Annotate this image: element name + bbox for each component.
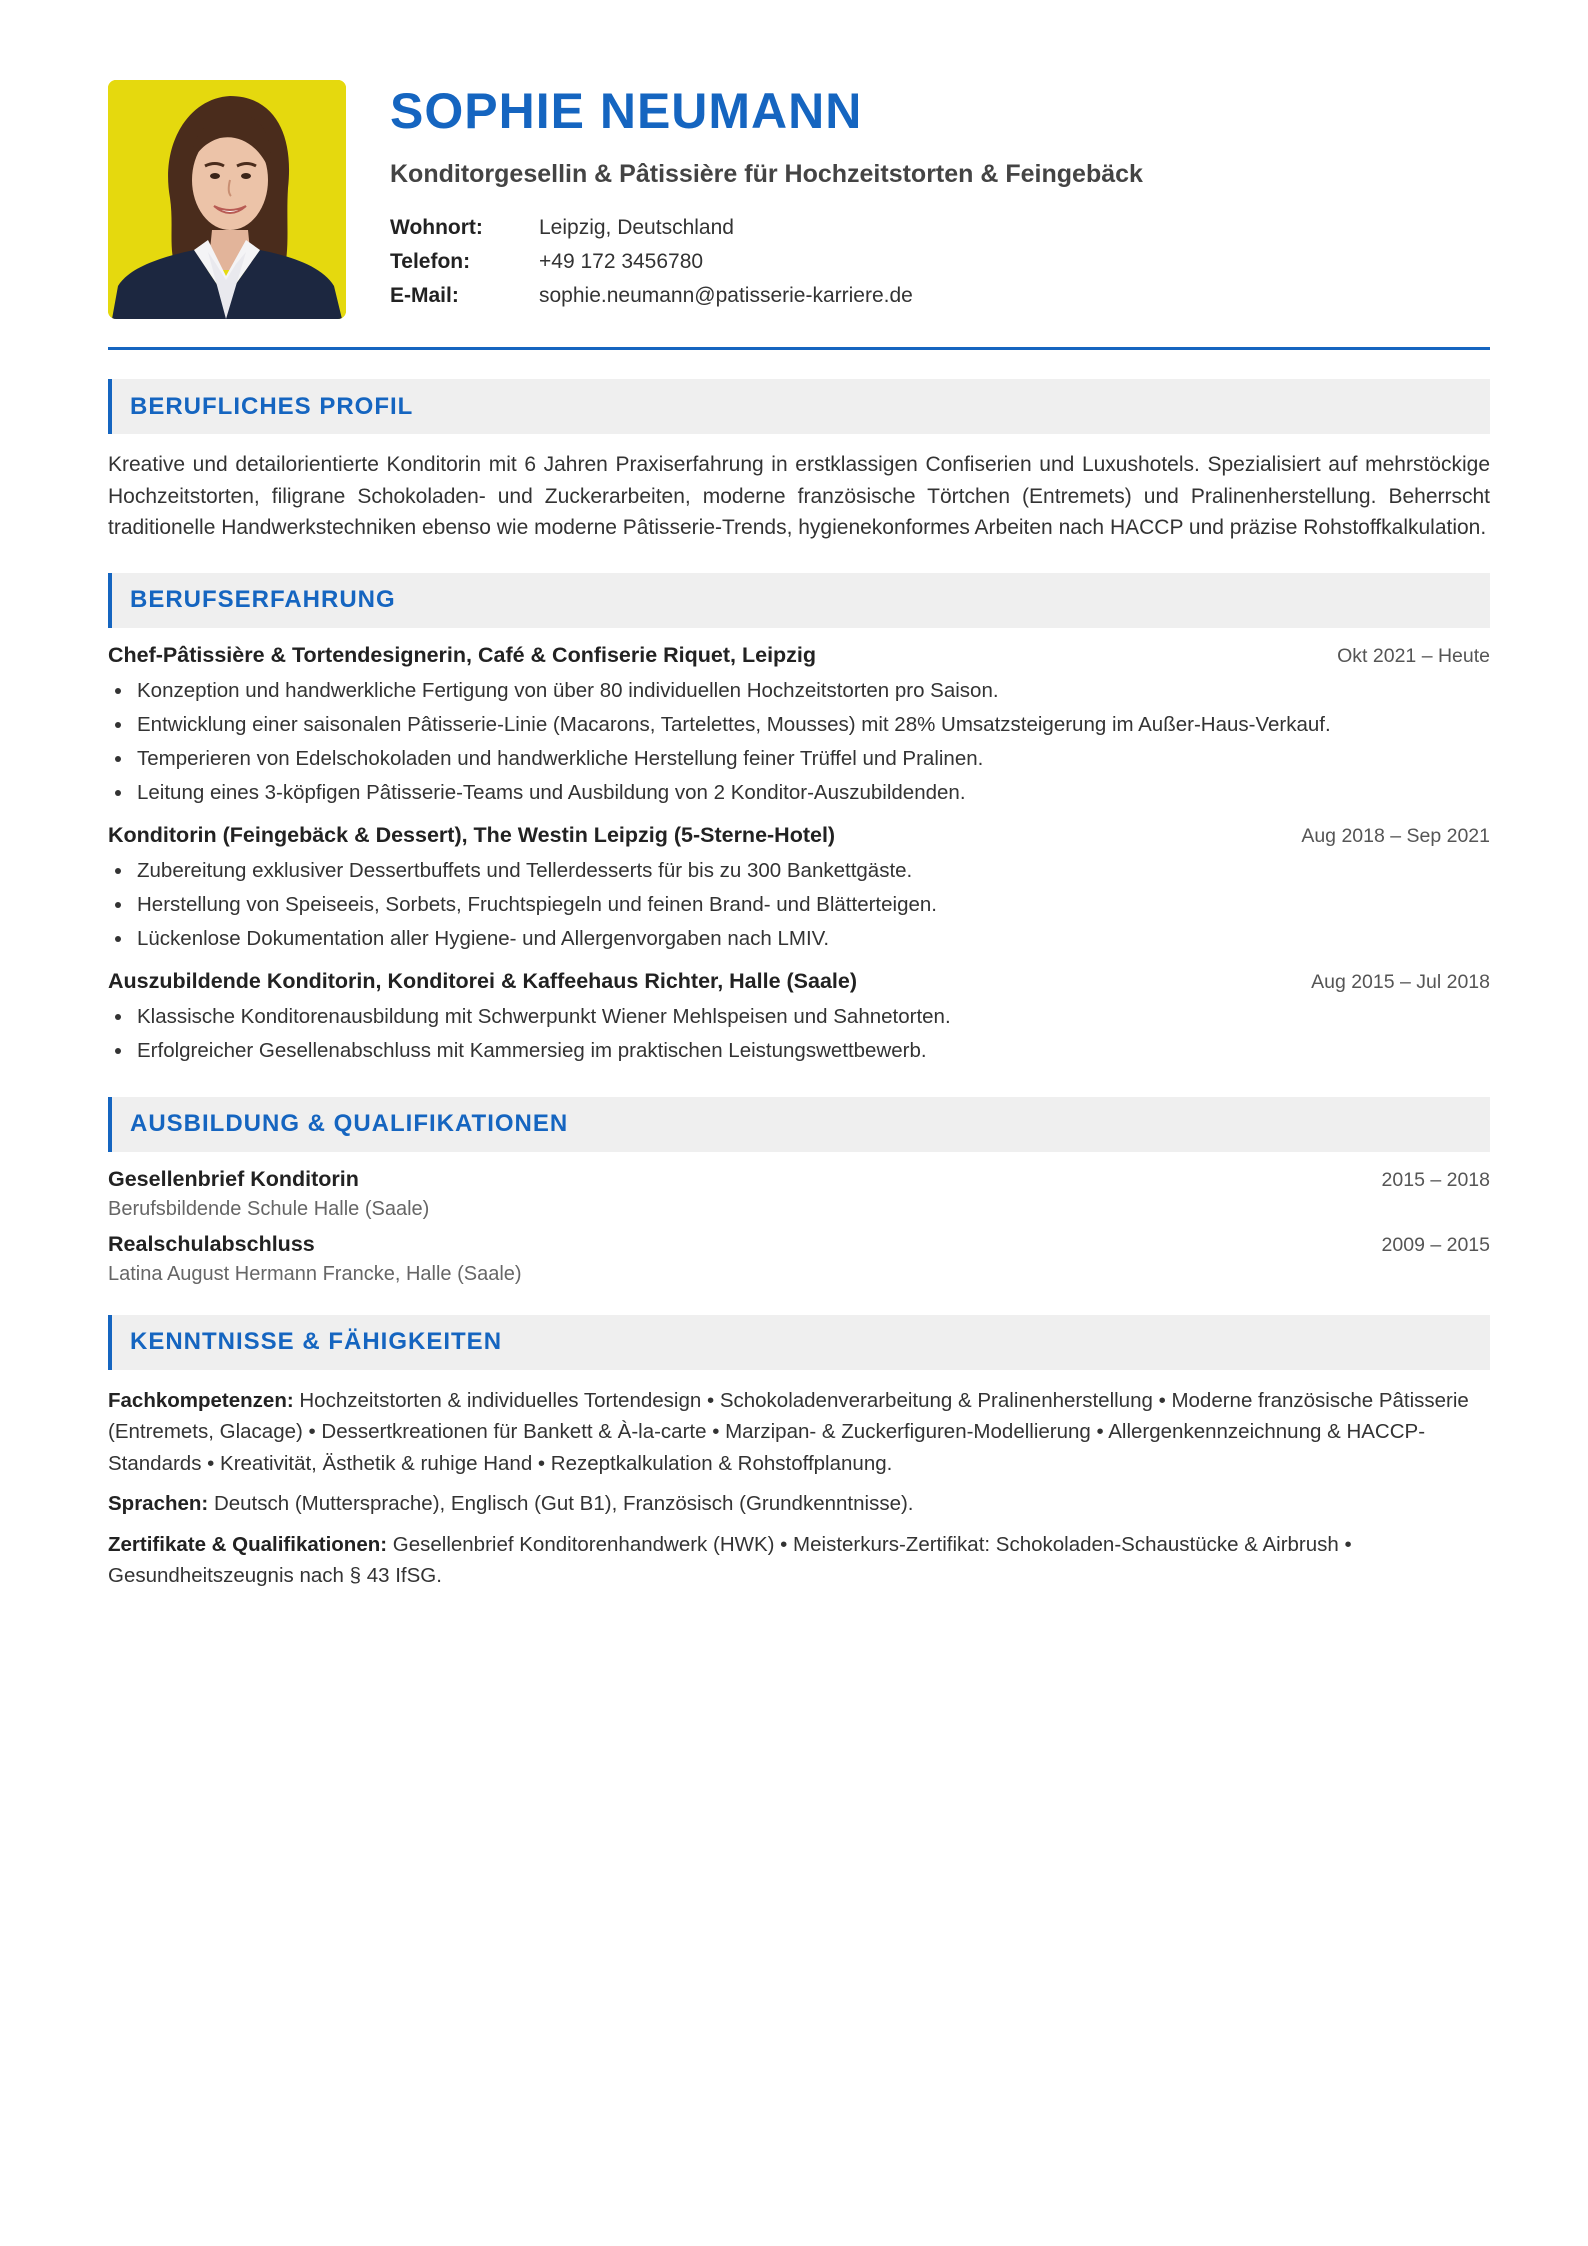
- contact-label: Wohnort:: [390, 215, 483, 239]
- skill-paragraph-languages: [108, 1488, 1490, 1520]
- skill-label: Fachkompetenzen:: [108, 1388, 294, 1412]
- job-title: Chef-Pâtissière & Tortendesignerin, Café & Confiserie Riquet, Leipzig: [108, 642, 817, 667]
- skill-label: Zertifikate & Qualifikationen:: [108, 1532, 388, 1556]
- contact-value-email: sophie.neumann@patisserie-karriere.de: [539, 283, 913, 307]
- header-divider: [108, 347, 1490, 350]
- job-bullet: Klassische Konditorenausbildung mit Schwerpunkt Wiener Mehlspeisen und Sahnetorten.: [108, 1000, 1490, 1034]
- school-name: Berufsbildende Schule Halle (Saale): [108, 1197, 430, 1220]
- portrait-photo: [108, 80, 346, 319]
- skill-text: Deutsch (Muttersprache), Englisch (Gut B1), Französisch (Grundkenntnisse).: [208, 1492, 914, 1515]
- section-title: BERUFSERFAHRUNG: [130, 586, 396, 613]
- profile-summary: Kreative und detailorientierte Konditorin mit 6 Jahren Praxiserfahrung in erstklassigen Confiserien und Luxushotels. Spezialisiert auf mehrstöckige Hochzeitstorten, filigrane Schokoladen- und Zuckerarbeiten, moderne französische Törtchen (Entremets) und Pralinenherstellung. Beherrscht traditionelle Handwerkstechniken ebenso wie moderne Pâtisserie-Trends, hygienekonformes Arbeiten nach HACCP und präzise Rohstoffkalkulation.: [108, 453, 1490, 539]
- job-bullet-list: [108, 1000, 1490, 1068]
- job-title: Konditorin (Feingebäck & Dessert), The Westin Leipzig (5-Sterne-Hotel): [108, 822, 836, 847]
- job-bullet: Konzeption und handwerkliche Fertigung von über 80 individuellen Hochzeitstorten pro Saison.: [108, 674, 1490, 708]
- job-entry: [108, 823, 1490, 956]
- job-heading: [108, 643, 1490, 668]
- job-date: Aug 2015 – Jul 2018: [1311, 970, 1490, 993]
- skill-text: Hochzeitstorten & individuelles Tortendesign • Schokoladenverarbeitung & Pralinenherstellung • Moderne französische Pâtisserie (Entremets, Glacage) • Dessertkreationen für Bankett & À-la-carte • Marzipan- & Zuckerfiguren-Modellierung • Allergenkennzeichnung & HACCP-Standards • Kreativität, Ästhetik & ruhige Hand • Rezeptkalkulation & Rohstoffplanung.: [108, 1388, 1469, 1475]
- education-date: 2009 – 2015: [1381, 1233, 1490, 1256]
- job-bullet: Entwicklung einer saisonalen Pâtisserie-Linie (Macarons, Tartelettes, Mousses) mit 28% Umsatzsteigerung im Außer-Haus-Verkauf.: [108, 708, 1490, 742]
- school-name: Latina August Hermann Francke, Halle (Saale): [108, 1262, 522, 1285]
- job-bullet-list: [108, 674, 1490, 810]
- education-heading: [108, 1167, 1490, 1192]
- contact-label: E-Mail:: [390, 283, 459, 307]
- job-date: Aug 2018 – Sep 2021: [1301, 824, 1490, 847]
- skill-paragraph-certificates: [108, 1529, 1490, 1592]
- job-bullet: Herstellung von Speiseeis, Sorbets, Fruchtspiegeln und feinen Brand- und Blätterteigen.: [108, 888, 1490, 922]
- contact-row-residence: [390, 211, 1143, 245]
- job-entry: [108, 643, 1490, 810]
- skills-block: [108, 1385, 1490, 1592]
- contact-label: Telefon:: [390, 249, 471, 273]
- contact-row-phone: [390, 245, 1143, 279]
- job-date: Okt 2021 – Heute: [1337, 644, 1490, 667]
- job-bullet: Leitung eines 3-köpfigen Pâtisserie-Teams und Ausbildung von 2 Konditor-Auszubildenden.: [108, 776, 1490, 810]
- job-headline: Konditorgesellin & Pâtissière für Hochzeitstorten & Feingebäck: [390, 159, 1143, 188]
- section-title: KENNTNISSE & FÄHIGKEITEN: [130, 1328, 503, 1355]
- contact-row-email: [390, 279, 1143, 313]
- job-heading: [108, 969, 1490, 994]
- section-title: BERUFLICHES PROFIL: [130, 392, 414, 420]
- education-entry: [108, 1167, 1490, 1221]
- section-title: AUSBILDUNG & QUALIFIKATIONEN: [130, 1110, 569, 1137]
- job-bullet: Erfolgreicher Gesellenabschluss mit Kammersieg im praktischen Leistungswettbewerb.: [108, 1034, 1490, 1068]
- skill-label: Sprachen:: [108, 1492, 209, 1515]
- contact-value-phone: +49 172 3456780: [539, 249, 704, 273]
- education-entry: [108, 1232, 1490, 1286]
- job-entry: [108, 969, 1490, 1068]
- education-heading: [108, 1232, 1490, 1257]
- job-bullet: Zubereitung exklusiver Dessertbuffets und Tellerdesserts für bis zu 300 Bankettgäste.: [108, 854, 1490, 888]
- contact-value-residence: Leipzig, Deutschland: [539, 215, 734, 239]
- section-header-education: [108, 1097, 1490, 1152]
- degree-title: Realschulabschluss: [108, 1231, 315, 1256]
- job-bullet: Lückenlose Dokumentation aller Hygiene- und Allergenvorgaben nach LMIV.: [108, 922, 1490, 956]
- section-header-skills: [108, 1315, 1490, 1370]
- skill-text: Gesellenbrief Konditorenhandwerk (HWK) • Meisterkurs-Zertifikat: Schokoladen-Schaustücke & Airbrush • Gesundheitszeugnis nach § 43 IfSG.: [108, 1532, 1352, 1587]
- education-date: 2015 – 2018: [1381, 1168, 1490, 1191]
- job-heading: [108, 823, 1490, 848]
- header-info: [390, 80, 1143, 313]
- degree-title: Gesellenbrief Konditorin: [108, 1166, 359, 1191]
- job-title: Auszubildende Konditorin, Konditorei & Kaffeehaus Richter, Halle (Saale): [108, 968, 858, 993]
- candidate-name: SOPHIE NEUMANN: [390, 83, 863, 139]
- portrait-icon: [108, 80, 346, 319]
- resume-header: [108, 80, 1490, 324]
- skill-paragraph-competencies: [108, 1385, 1490, 1480]
- section-header-experience: [108, 573, 1490, 628]
- job-bullet-list: [108, 854, 1490, 956]
- contact-details: [390, 211, 1143, 313]
- job-bullet: Temperieren von Edelschokoladen und handwerkliche Herstellung feiner Trüffel und Pralinen.: [108, 742, 1490, 776]
- section-header-profile: [108, 379, 1490, 434]
